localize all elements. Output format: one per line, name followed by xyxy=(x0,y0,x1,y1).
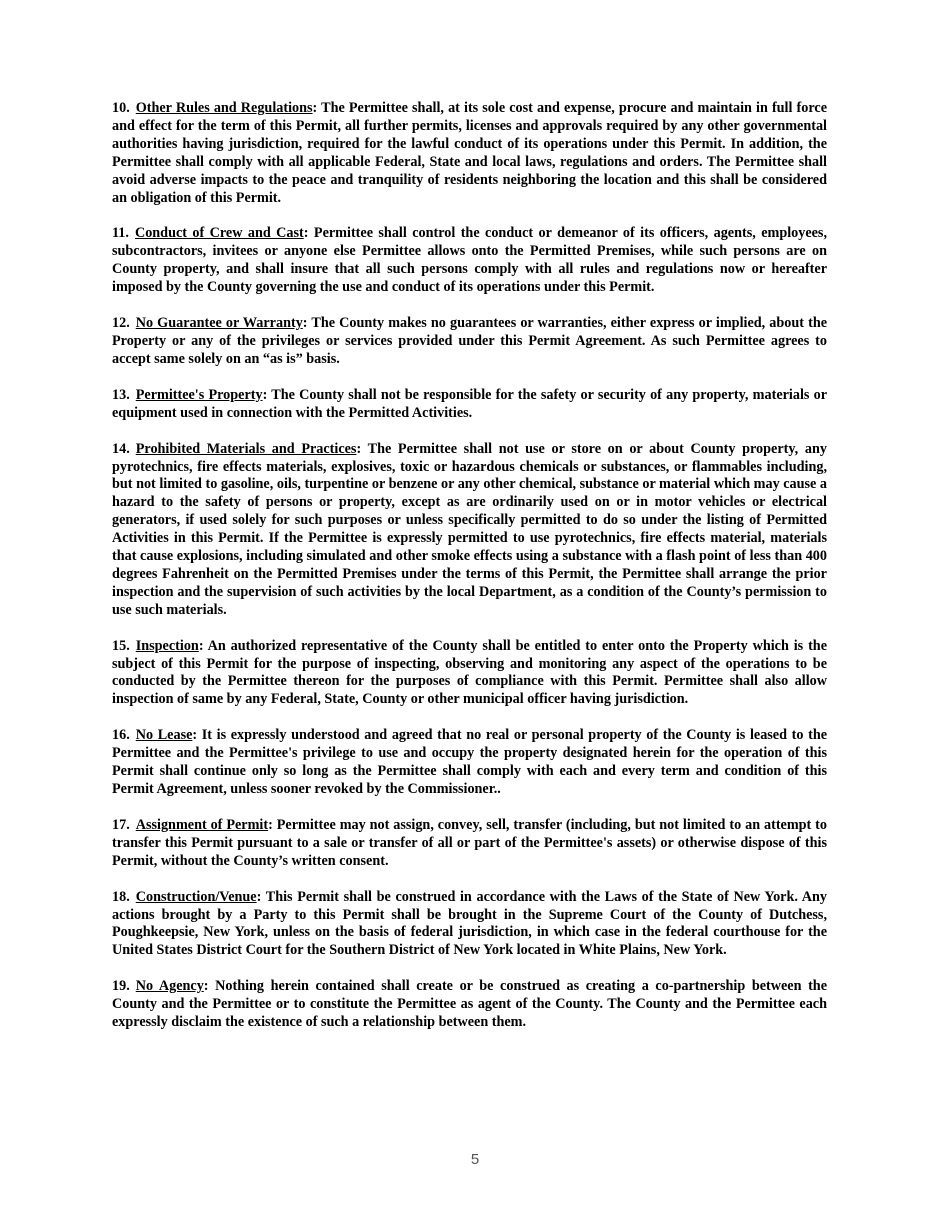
section-number: 19. xyxy=(112,978,130,995)
page-number: 5 xyxy=(470,1151,480,1168)
heading-separator: : xyxy=(302,315,308,332)
section-heading: No Guarantee or Warranty xyxy=(135,315,303,332)
section-10-other-rules-and-regulations xyxy=(112,100,827,207)
section-18-construction-venue xyxy=(112,889,827,961)
section-11-conduct-of-crew-and-cast xyxy=(112,225,827,297)
section-body: Permittee shall control the conduct or demeanor of its officers, agents, employees, subcontractors, invitees or anyone else Permittee allows onto the Permitted Premises, while such persons are on County property, and shall insure that all such persons comply with all rules and regulations now or hereafter imposed by the County governing the use and conduct of its operations under this Permit. xyxy=(112,225,827,296)
heading-separator: : xyxy=(312,100,318,116)
section-body: An authorized representative of the County shall be entitled to enter onto the Property which is the subject of this Permit for the purpose of inspecting, observing and monitoring any aspect of the operations to be conducted by the Permittee thereon for the purposes of compliance with this Permit. Permittee shall also allow inspection of same by any Federal, State, County or other municipal officer having jurisdiction. xyxy=(112,637,827,708)
heading-separator: : xyxy=(262,386,268,403)
section-heading: Assignment of Permit xyxy=(135,816,269,833)
section-number: 18. xyxy=(112,888,130,905)
section-number: 15. xyxy=(112,637,130,654)
section-heading: Other Rules and Regulations xyxy=(135,100,313,116)
heading-separator: : xyxy=(356,440,362,457)
section-17-assignment-of-permit xyxy=(112,817,827,871)
section-body: Permittee may not assign, convey, sell, transfer (including, but not limited to an attempt to transfer this Permit pursuant to a sale or transfer of all or part of the Permittee's assets) or otherwise dispose of this Permit, without the County’s written consent. xyxy=(112,816,828,869)
section-body: This Permit shall be construed in accordance with the Laws of the State of New York. Any actions brought by a Party to this Permit shall be brought in the Supreme Court of the County of Dutchess, Poughkeepsie, New York, unless on the basis of federal jurisdiction, in which case in the federal courthouse for the United States District Court for the Southern District of New York located in White Plains, New York. xyxy=(112,888,827,959)
heading-separator: : xyxy=(192,727,198,744)
section-12-no-guarantee-or-warranty xyxy=(112,315,827,369)
section-heading: Conduct of Crew and Cast xyxy=(134,225,304,242)
section-19-no-agency xyxy=(112,978,827,1032)
heading-separator: : xyxy=(303,225,309,242)
section-heading: No Agency xyxy=(135,978,204,995)
section-number: 16. xyxy=(112,727,130,744)
section-14-prohibited-materials-and-practices xyxy=(112,441,827,620)
section-body: The Permittee shall not use or store on or about County property, any pyrotechnics, fire effects materials, explosives, toxic or hazardous chemicals or substances, or flammables including, but not limited to gasoline, oils, turpentine or benzene or any other chemical, substance or material which may cause a hazard to the safety of persons or property, except as are ordinarily used on or in motor vehicles or electrical generators, if used solely for such purposes or unless specifically permitted to do so under the listing of Permitted Activities in this Permit. If the Permittee is expressly permitted to use pyrotechnics, fire effects material, materials that cause explosions, including simulated and other smoke effects using a substance with a flash point of less than 400 degrees Fahrenheit on the Permitted Premises under the terms of this Permit, the Permittee shall arrange the prior inspection and the supervision of such activities by the local Department, as a condition of the County’s permission to use such materials. xyxy=(112,440,827,618)
heading-separator: : xyxy=(256,888,262,905)
section-number: 14. xyxy=(112,440,130,457)
section-heading: Inspection xyxy=(135,637,199,654)
section-heading: No Lease xyxy=(135,727,193,744)
section-body: Nothing herein contained shall create or be construed as creating a co-partnership between the County and the Permittee or to constitute the Permittee as agent of the County. The County and the Permittee each expressly disclaim the existence of such a relationship between them. xyxy=(112,978,827,1031)
section-16-no-lease xyxy=(112,727,827,799)
section-number: 13. xyxy=(112,386,130,403)
section-heading: Construction/Venue xyxy=(135,888,257,905)
heading-separator: : xyxy=(268,816,273,833)
section-body: The County shall not be responsible for the safety or security of any property, materials or equipment used in connection with the Permitted Activities. xyxy=(112,386,828,421)
section-heading: Permittee's Property xyxy=(135,386,263,403)
heading-separator: : xyxy=(203,978,209,995)
section-number: 10. xyxy=(112,100,130,116)
section-13-permittees-property xyxy=(112,387,827,423)
document-page xyxy=(112,100,827,1050)
section-number: 17. xyxy=(112,816,130,833)
section-number: 11. xyxy=(112,225,129,242)
section-number: 12. xyxy=(112,315,130,332)
heading-separator: : xyxy=(198,637,204,654)
section-body: It is expressly understood and agreed that no real or personal property of the County is leased to the Permittee and the Permittee's privilege to use and occupy the property designated herein for the operation of this Permit shall continue only so long as the Permittee shall comply with each and every term and condition of this Permit Agreement, unless sooner revoked by the Commissioner.. xyxy=(112,727,828,797)
section-body: The Permittee shall, at its sole cost and expense, procure and maintain in full force and effect for the term of this Permit, all further permits, licenses and approvals required by any other governmental authorities having jurisdiction, required for the lawful conduct of its operations under this Permit. In addition, the Permittee shall comply with all applicable Federal, State and local laws, regulations and orders. The Permittee shall avoid adverse impacts to the peace and tranquility of residents neighboring the location and this shall be considered an obligation of this Permit. xyxy=(112,100,827,206)
section-body: The County makes no guarantees or warranties, either express or implied, about the Property or any of the privileges or services provided under this Permit Agreement. As such Permittee agrees to accept same solely on an “as is” basis. xyxy=(112,315,828,367)
section-heading: Prohibited Materials and Practices xyxy=(135,440,357,457)
section-15-inspection xyxy=(112,638,827,710)
